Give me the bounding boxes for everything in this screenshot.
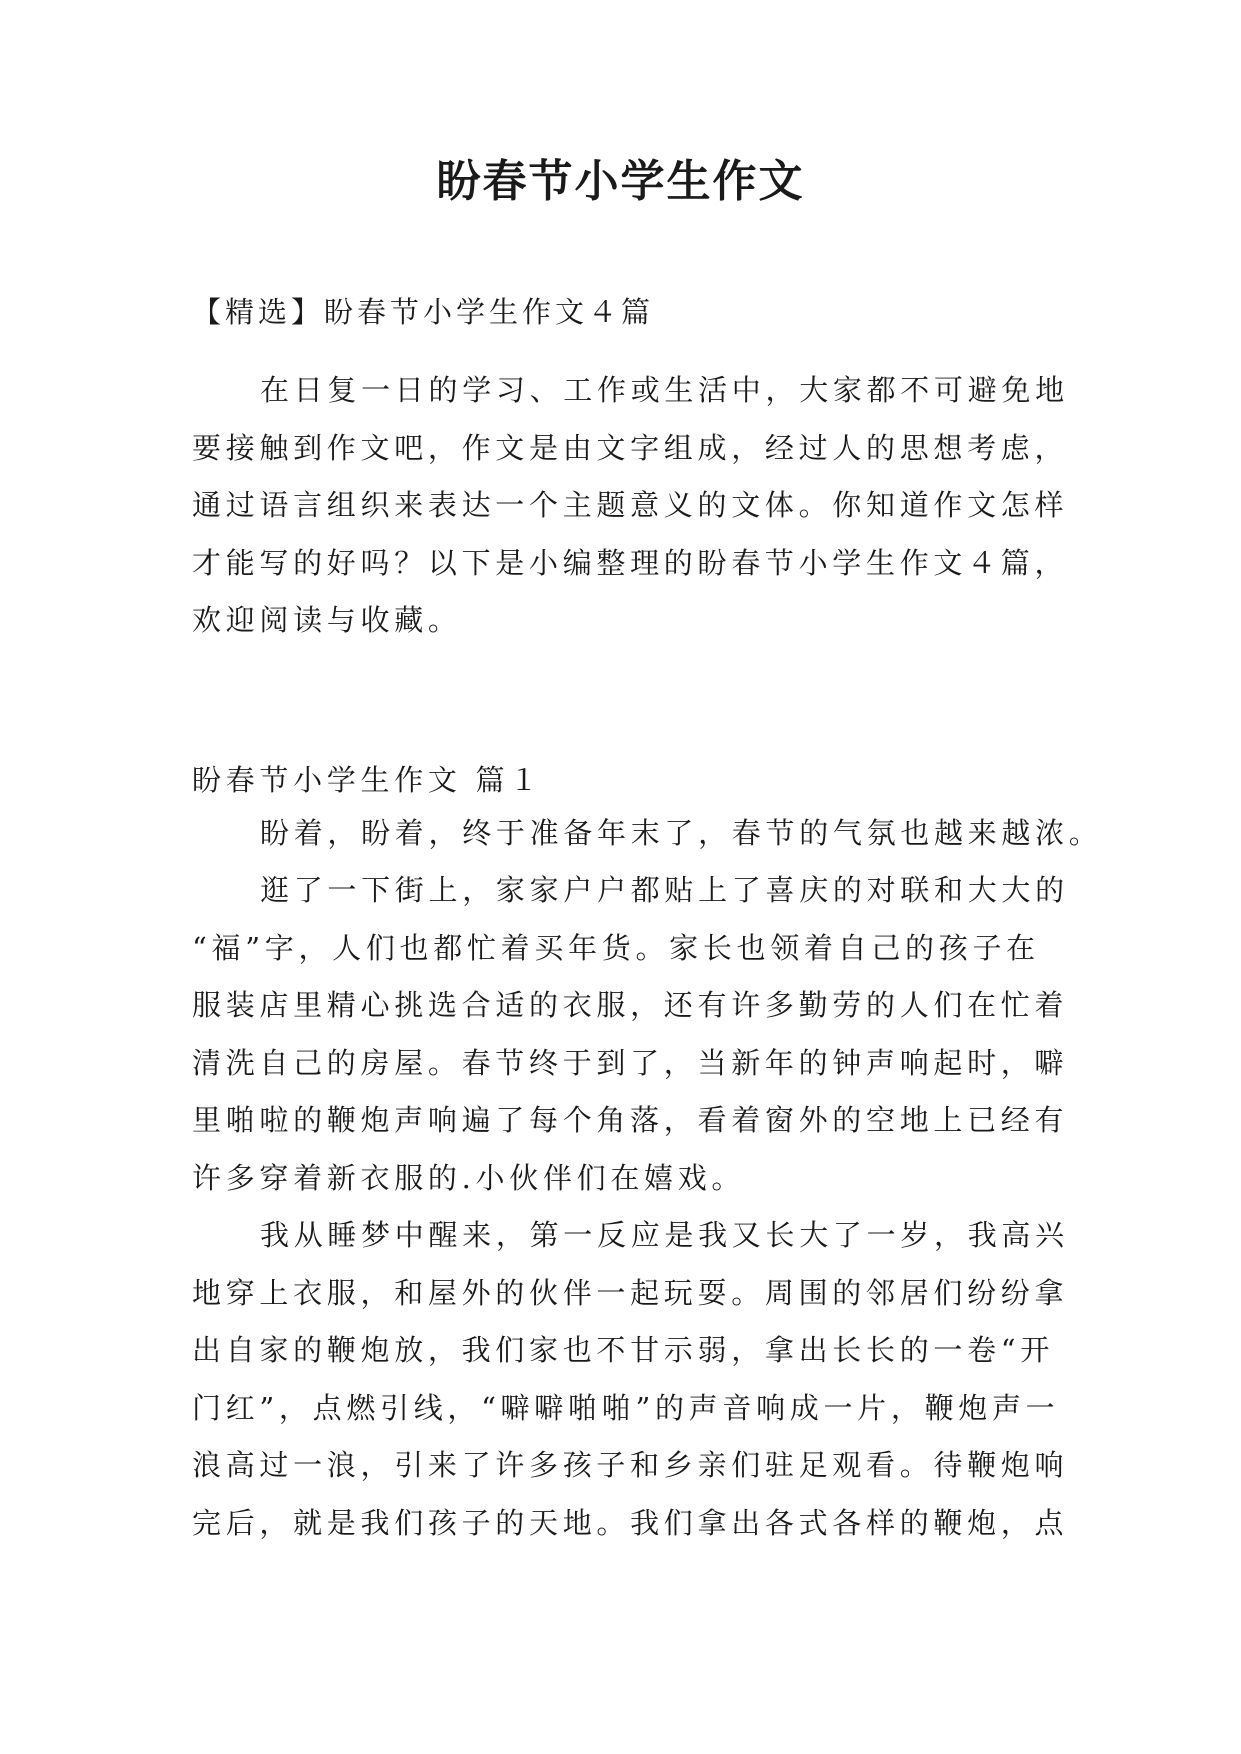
paragraph-3 <box>192 1207 1069 1552</box>
paragraph-line: 门红”，点燃引线，“噼噼啪啪”的声音响成一片，鞭炮声一 <box>192 1390 1060 1425</box>
paragraph-line: 我从睡梦中醒来，第一反应是我又长大了一岁，我高兴 <box>260 1218 1069 1252</box>
paragraph-line: 清洗自己的房屋。春节终于到了，当新年的钟声响起时，噼 <box>192 1045 1069 1080</box>
paragraph-line: 逛了一下街上，家家户户都贴上了喜庆的对联和大大的 <box>260 873 1069 907</box>
paragraph-2 <box>192 862 1069 1207</box>
paragraph-line: 地穿上衣服，和屋外的伙伴一起玩耍。周围的邻居们纷纷拿 <box>192 1275 1069 1310</box>
intro-line: 欢迎阅读与收藏。 <box>192 603 462 637</box>
paragraph-line: 浪高过一浪，引来了许多孩子和乡亲们驻足观看。待鞭炮响 <box>192 1448 1069 1482</box>
paragraph-line: “福”字，人们也都忙着买年货。家长也领着自己的孩子在 <box>192 930 1040 965</box>
intro-line: 才能写的好吗？以下是小编整理的盼春节小学生作文４篇， <box>192 545 1069 580</box>
paragraph-line: 盼着，盼着，终于准备年末了，春节的气氛也越来越浓。 <box>260 816 1103 850</box>
paragraph-1 <box>192 805 1103 863</box>
intro-line: 通过语言组织来表达一个主题意义的文体。你知道作文怎样 <box>192 488 1069 522</box>
paragraph-line: 出自家的鞭炮放，我们家也不甘示弱，拿出长长的一卷“开 <box>192 1333 1055 1367</box>
intro-paragraph <box>192 362 1069 650</box>
section-heading: 盼春节小学生作文 篇１ <box>192 763 543 797</box>
intro-line: 在日复一日的学习、工作或生活中，大家都不可避免地 <box>260 373 1069 407</box>
paragraph-line: 许多穿着新衣服的.小伙伴们在嬉戏。 <box>192 1160 746 1195</box>
paragraph-line: 里啪啦的鞭炮声响遍了每个角落，看着窗外的空地上已经有 <box>192 1103 1069 1137</box>
document-title: 盼春节小学生作文 <box>436 156 805 207</box>
paragraph-line: 服装店里精心挑选合适的衣服，还有许多勤劳的人们在忙着 <box>192 988 1069 1022</box>
intro-line: 要接触到作文吧，作文是由文字组成，经过人的思想考虑， <box>192 430 1069 465</box>
paragraph-line: 完后，就是我们孩子的天地。我们拿出各式各样的鞭炮，点 <box>192 1505 1069 1540</box>
document-subtitle: 【精选】盼春节小学生作文４篇 <box>192 295 655 329</box>
